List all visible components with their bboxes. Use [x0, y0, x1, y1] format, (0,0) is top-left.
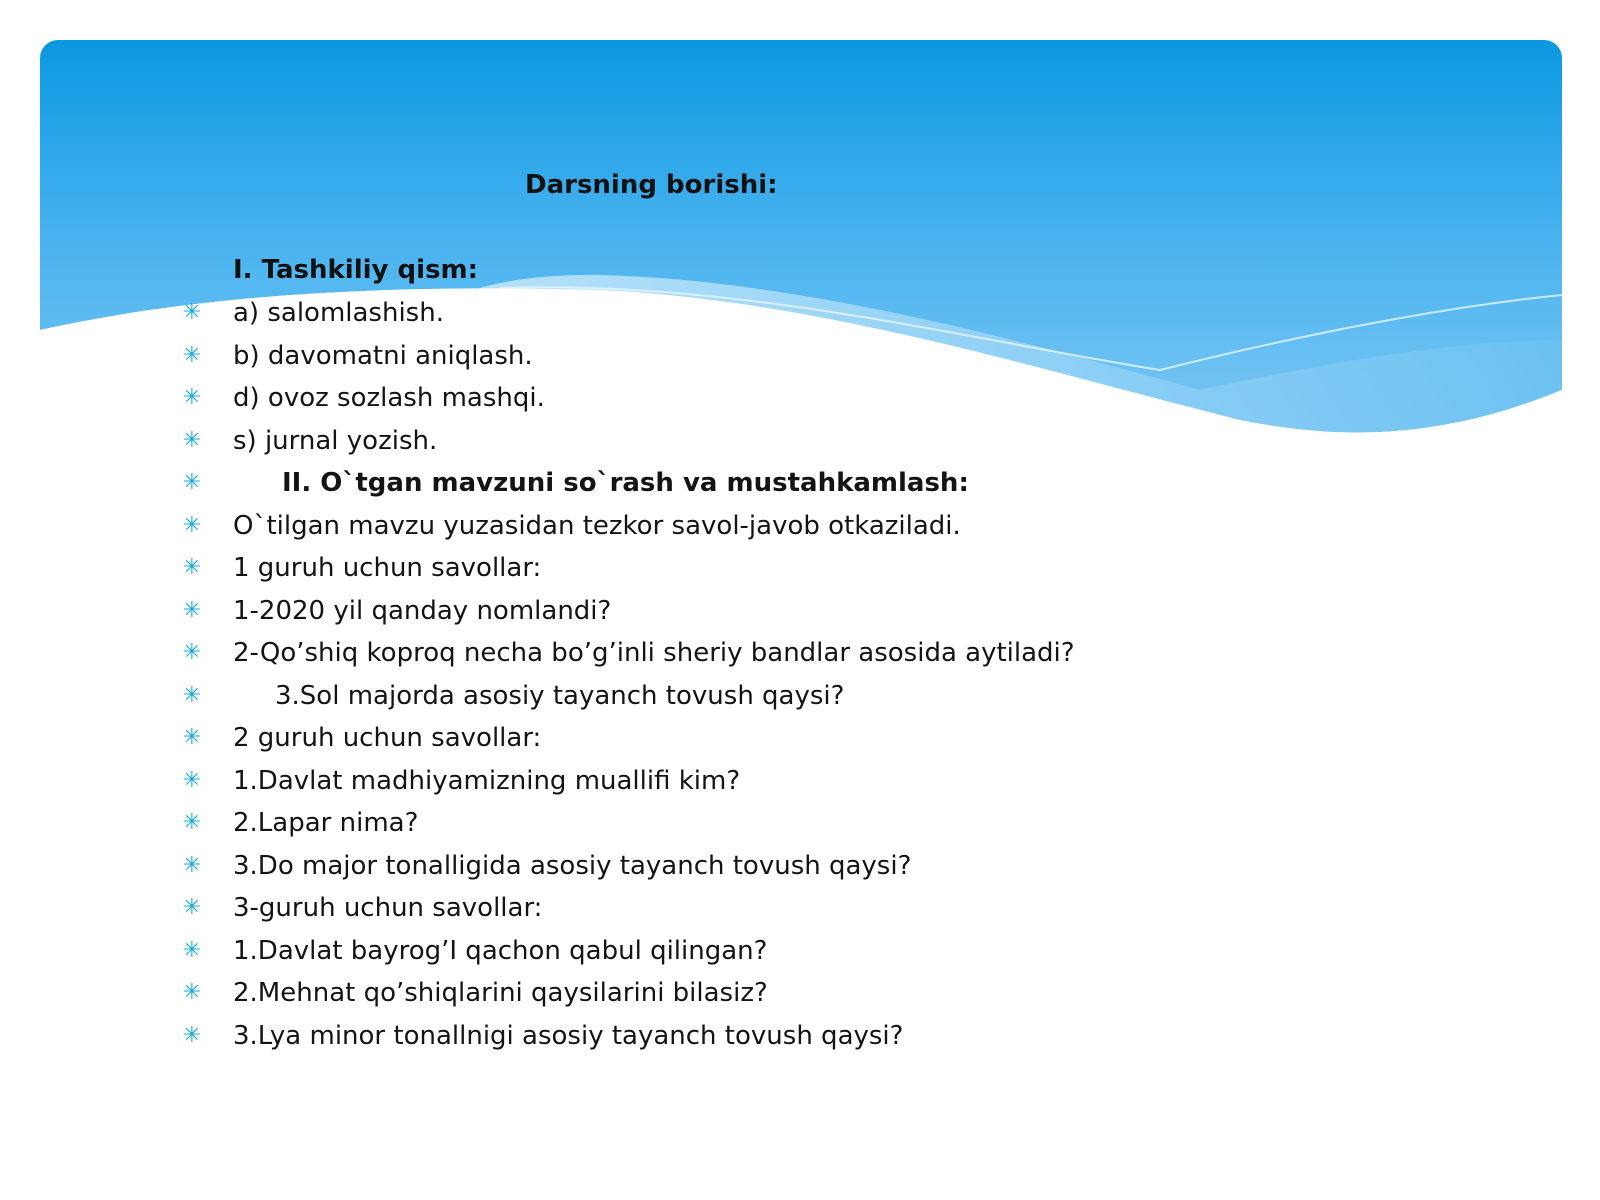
list-item	[182, 893, 1482, 933]
asterisk-bullet-icon: ✳	[182, 470, 202, 495]
list-item	[182, 681, 1482, 721]
list-item	[182, 851, 1482, 891]
list-item-text: 2-Qo’shiq koproq necha bo’g’inli sheriy bandlar asosida aytiladi?	[233, 638, 1075, 668]
list-item	[182, 553, 1482, 593]
list-item	[182, 1021, 1482, 1061]
list-item-text: s) jurnal yozish.	[233, 426, 438, 456]
list-item	[182, 766, 1482, 806]
list-item-text: 2.Mehnat qo’shiqlarini qaysilarini bilasiz?	[233, 978, 768, 1008]
list-item	[182, 978, 1482, 1018]
asterisk-bullet-icon: ✳	[182, 428, 202, 453]
asterisk-bullet-icon: ✳	[182, 555, 202, 580]
asterisk-bullet-icon: ✳	[182, 810, 202, 835]
asterisk-bullet-icon: ✳	[182, 343, 202, 368]
list-item	[182, 426, 1482, 466]
list-item	[182, 596, 1482, 636]
asterisk-bullet-icon: ✳	[182, 683, 202, 708]
list-item	[182, 723, 1482, 763]
asterisk-bullet-icon: ✳	[182, 980, 202, 1005]
slide-title: Darsning borishi:	[525, 170, 778, 200]
list-item	[182, 383, 1482, 423]
list-item-text: 2 guruh uchun savollar:	[233, 723, 542, 753]
list-item-text: 3.Sol majorda asosiy tayanch tovush qaysi?	[275, 681, 845, 711]
list-item-text: 3-guruh uchun savollar:	[233, 893, 543, 923]
asterisk-bullet-icon: ✳	[182, 598, 202, 623]
list-item-text: 3.Lya minor tonallnigi asosiy tayanch tovush qaysi?	[233, 1021, 904, 1051]
list-item	[182, 298, 1482, 338]
list-item-text: O`tilgan mavzu yuzasidan tezkor savol-javob otkaziladi.	[233, 511, 961, 541]
asterisk-bullet-icon: ✳	[182, 513, 202, 538]
list-item-text: 1.Davlat madhiyamizning muallifi kim?	[233, 766, 741, 796]
list-item	[182, 511, 1482, 551]
asterisk-bullet-icon: ✳	[182, 300, 202, 325]
list-item-text: 1 guruh uchun savollar:	[233, 553, 542, 583]
asterisk-bullet-icon: ✳	[182, 385, 202, 410]
list-item-text: a) salomlashish.	[233, 298, 444, 328]
list-item-section-heading	[182, 468, 1482, 508]
asterisk-bullet-icon: ✳	[182, 853, 202, 878]
list-item-text: b) davomatni aniqlash.	[233, 341, 533, 371]
list-item-text: 3.Do major tonalligida asosiy tayanch tovush qaysi?	[233, 851, 912, 881]
asterisk-bullet-icon: ✳	[182, 895, 202, 920]
asterisk-bullet-icon: ✳	[182, 1023, 202, 1048]
asterisk-bullet-icon: ✳	[182, 768, 202, 793]
list-item-text: d) ovoz sozlash mashqi.	[233, 383, 545, 413]
list-item-text: 1.Davlat bayrog’I qachon qabul qilingan?	[233, 936, 768, 966]
list-item	[182, 936, 1482, 976]
list-item	[182, 341, 1482, 381]
section-heading-tashkiliy: I. Tashkiliy qism:	[233, 255, 479, 285]
list-item-text: 2.Lapar nima?	[233, 808, 419, 838]
asterisk-bullet-icon: ✳	[182, 640, 202, 665]
list-item	[182, 638, 1482, 678]
list-item-text: 1-2020 yil qanday nomlandi?	[233, 596, 612, 626]
section-heading-otgan-mavzu: II. O`tgan mavzuni so`rash va mustahkamlash:	[282, 468, 969, 498]
list-item	[182, 808, 1482, 848]
asterisk-bullet-icon: ✳	[182, 938, 202, 963]
asterisk-bullet-icon: ✳	[182, 725, 202, 750]
